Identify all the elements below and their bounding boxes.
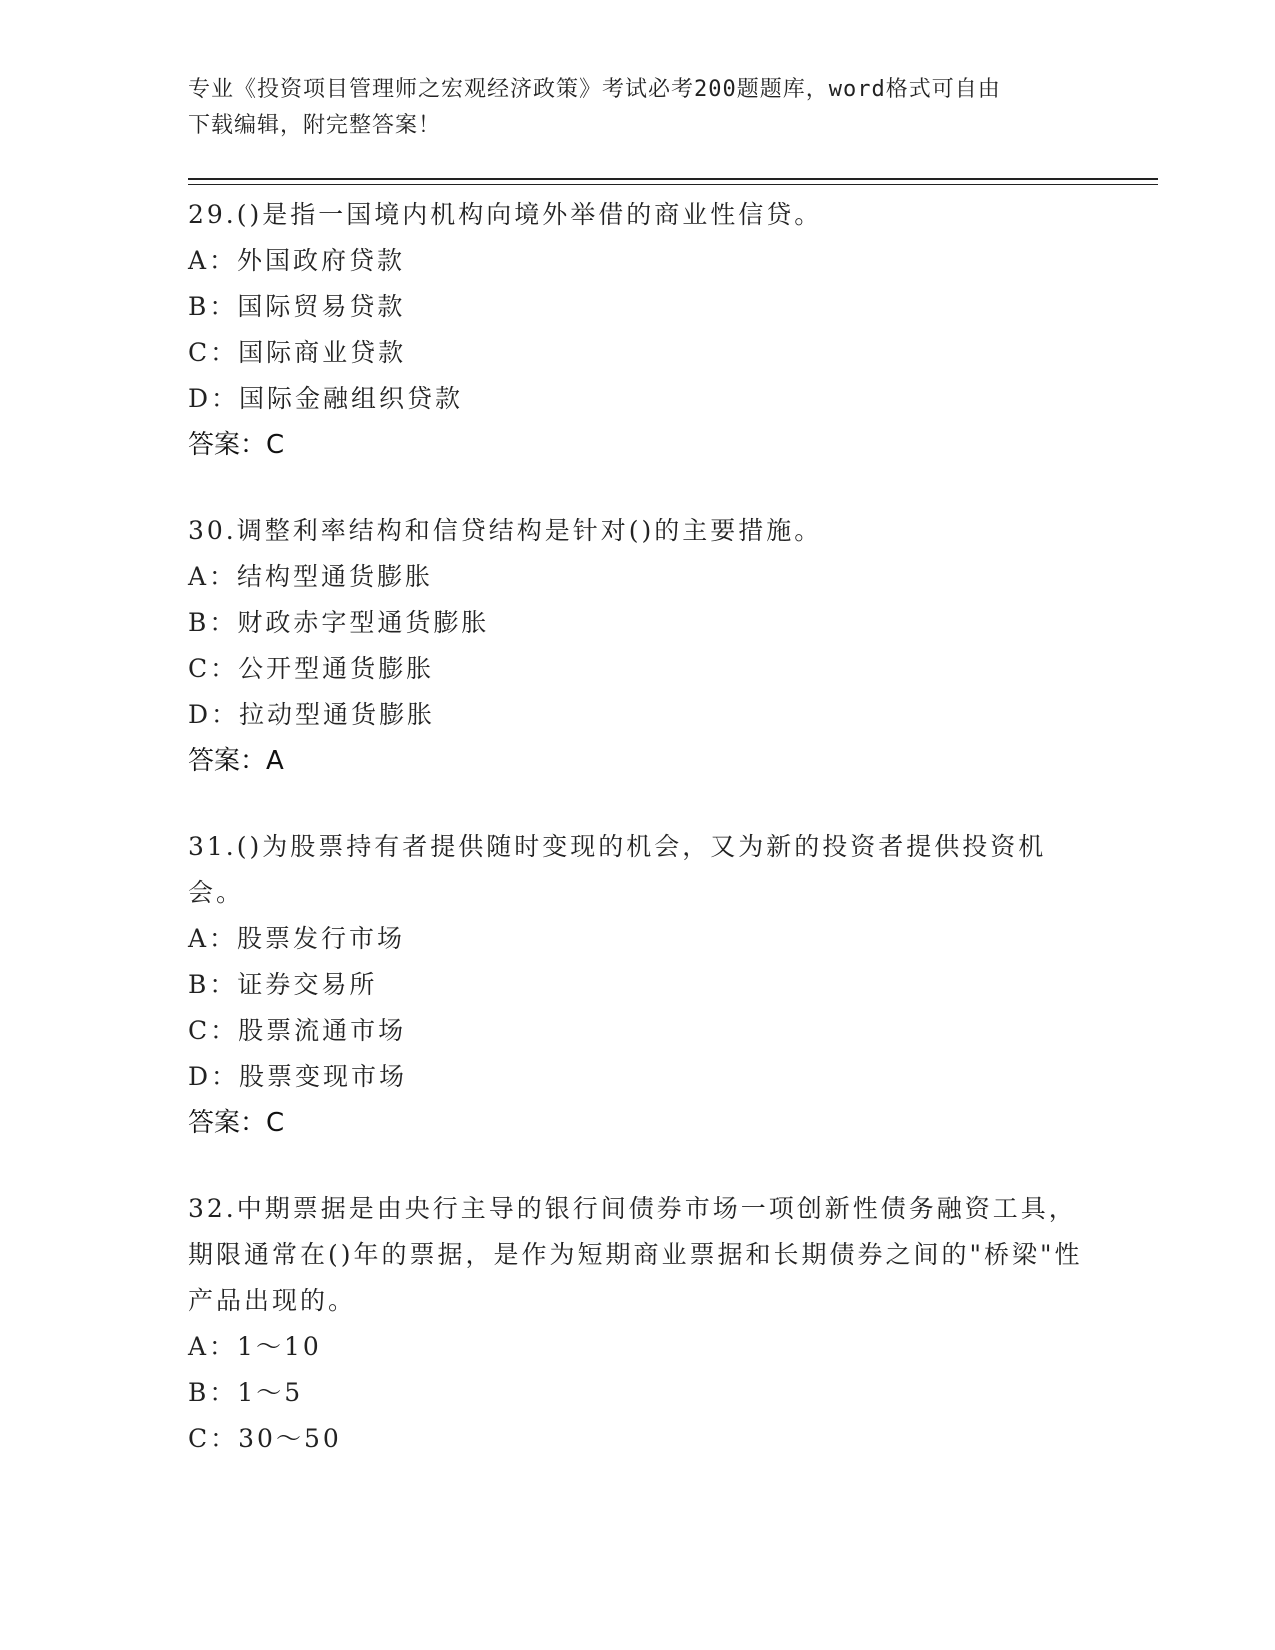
option-c: C：公开型通货膨胀 [188,654,435,683]
question-32 [188,1186,1088,1462]
answer: 答案：A [188,746,284,776]
option-d: D：拉动型通货膨胀 [188,700,436,729]
question-stem: 30.调整利率结构和信贷结构是针对()的主要措施。 [188,516,823,545]
header-divider-thin [188,184,1158,185]
header-line-2: 下载编辑，附完整答案！ [188,113,442,138]
option-a: A：1～10 [188,1332,322,1361]
option-b: B：1～5 [188,1378,304,1407]
option-d: D：国际金融组织贷款 [188,384,464,413]
option-d: D：股票变现市场 [188,1062,408,1091]
option-c: C：国际商业贷款 [188,338,407,367]
option-a: A：外国政府贷款 [188,246,406,275]
question-31 [188,824,1088,1146]
option-b: B：证券交易所 [188,970,378,999]
option-b: B：国际贸易贷款 [188,292,406,321]
option-c: C：股票流通市场 [188,1016,407,1045]
question-30 [188,508,1088,784]
option-b: B：财政赤字型通货膨胀 [188,608,490,637]
question-29 [188,192,1088,468]
option-c: C：30～50 [188,1424,342,1453]
document-header [188,72,1088,144]
option-a: A：股票发行市场 [188,924,406,953]
option-a: A：结构型通货膨胀 [188,562,434,591]
question-list [188,192,1088,1502]
answer: 答案：C [188,430,285,460]
question-stem: 29.()是指一国境内机构向境外举借的商业性信贷。 [188,200,823,229]
question-stem: 31.()为股票持有者提供随时变现的机会，又为新的投资者提供投资机会。 [188,832,1047,907]
answer: 答案：C [188,1108,285,1138]
header-line-1: 专业《投资项目管理师之宏观经济政策》考试必考200题题库，word格式可自由 [188,77,1001,102]
question-stem: 32.中期票据是由央行主导的银行间债券市场一项创新性债务融资工具，期限通常在()年的票据，是作为短期商业票据和长期债券之间的"桥梁"性产品出现的。 [188,1194,1083,1315]
header-divider-thick [188,178,1158,180]
